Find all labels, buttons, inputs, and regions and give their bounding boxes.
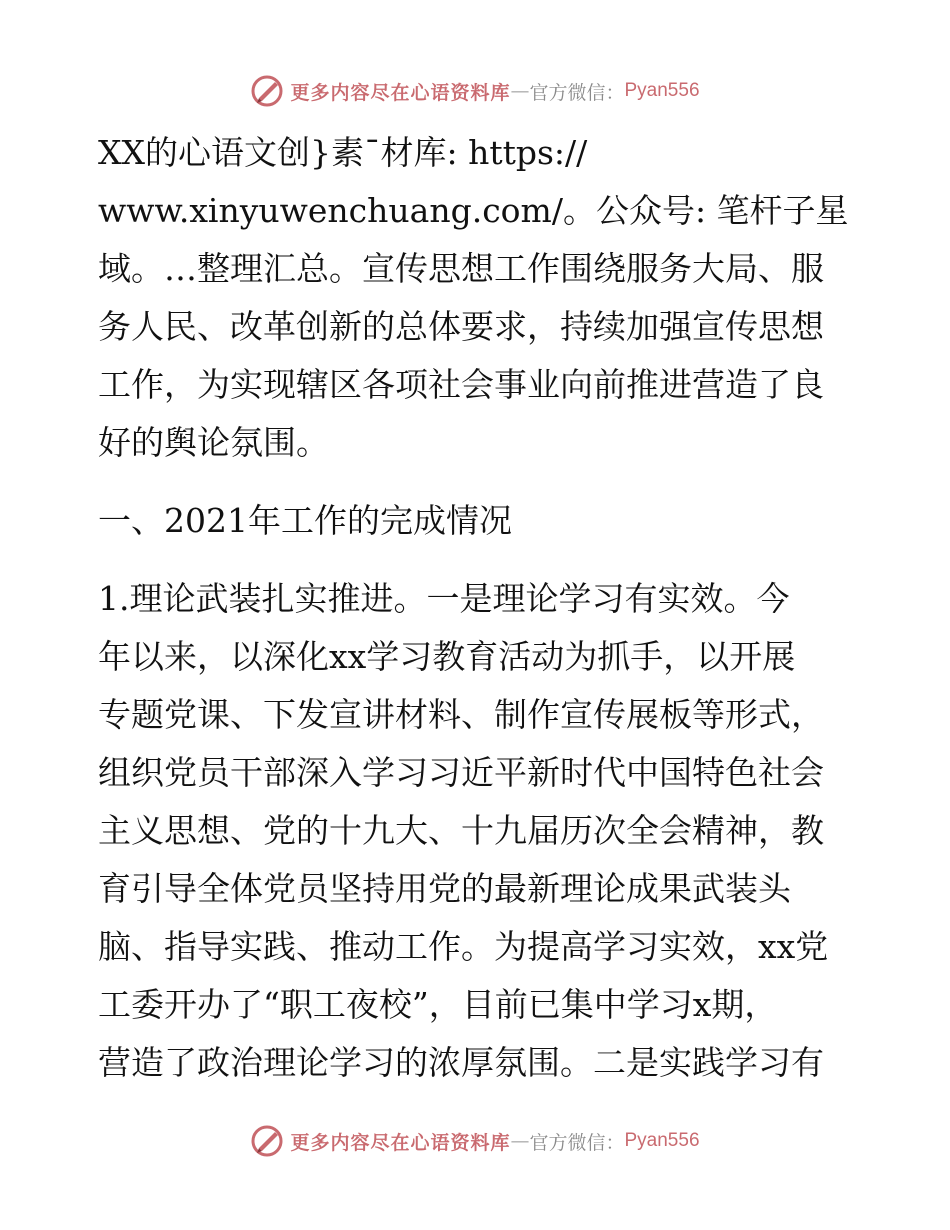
paragraph-intro (98, 124, 858, 472)
text-line: www.xinyuwenchuang.com/。公众号: 笔杆子星 (98, 191, 849, 230)
footer-watermark (0, 1124, 950, 1158)
header-watermark (0, 74, 950, 108)
text-line: 工委开办了“职工夜校”，目前已集中学习x期， (98, 985, 778, 1024)
text-line: 务人民、改革创新的总体要求，持续加强宣传思想 (98, 307, 824, 346)
watermark-dash: — (510, 1130, 530, 1152)
section-heading: 一、2021年工作的完成情况 (98, 501, 512, 540)
watermark-brand: 更多内容尽在心语资料库 (290, 1131, 511, 1154)
text-line: 脑、指导实践、推动工作。为提高学习实效，xx党 (98, 927, 829, 966)
watermark-brand: 更多内容尽在心语资料库 (290, 81, 511, 104)
watermark-dash: — (510, 80, 530, 102)
paragraph-theory (98, 570, 858, 1092)
text-line: 组织党员干部深入学习习近平新时代中国特色社会 (98, 753, 824, 792)
text-line: 专题党课、下发宣讲材料、制作宣传展板等形式， (98, 695, 824, 734)
text-line: 域。…整理汇总。宣传思想工作围绕服务大局、服 (98, 249, 824, 288)
text-line: 年以来，以深化xx学习教育活动为抓手，以开展 (98, 637, 796, 676)
text-line: 育引导全体党员坚持用党的最新理论成果武装头 (98, 869, 791, 908)
text-line: 主义思想、党的十九大、十九届历次全会精神，教 (98, 811, 824, 850)
brand-logo-icon (250, 1124, 284, 1158)
text-line: XX的心语文创}素¯材库: https:// (98, 133, 588, 172)
text-line: 1.理论武装扎实推进。一是理论学习有实效。今 (98, 579, 790, 618)
brand-logo-icon (250, 74, 284, 108)
text-line: 工作，为实现辖区各项社会事业向前推进营造了良 (98, 365, 824, 404)
text-line: 营造了政治理论学习的浓厚氛围。二是实践学习有 (98, 1043, 824, 1082)
document-body (98, 124, 858, 1092)
watermark-wechat-id: Pyan556 (624, 80, 700, 101)
watermark-official: 官方微信： (529, 81, 625, 104)
watermark-wechat-id: Pyan556 (624, 1130, 700, 1151)
text-line: 好的舆论氛围。 (98, 423, 329, 462)
watermark-official: 官方微信： (529, 1131, 625, 1154)
